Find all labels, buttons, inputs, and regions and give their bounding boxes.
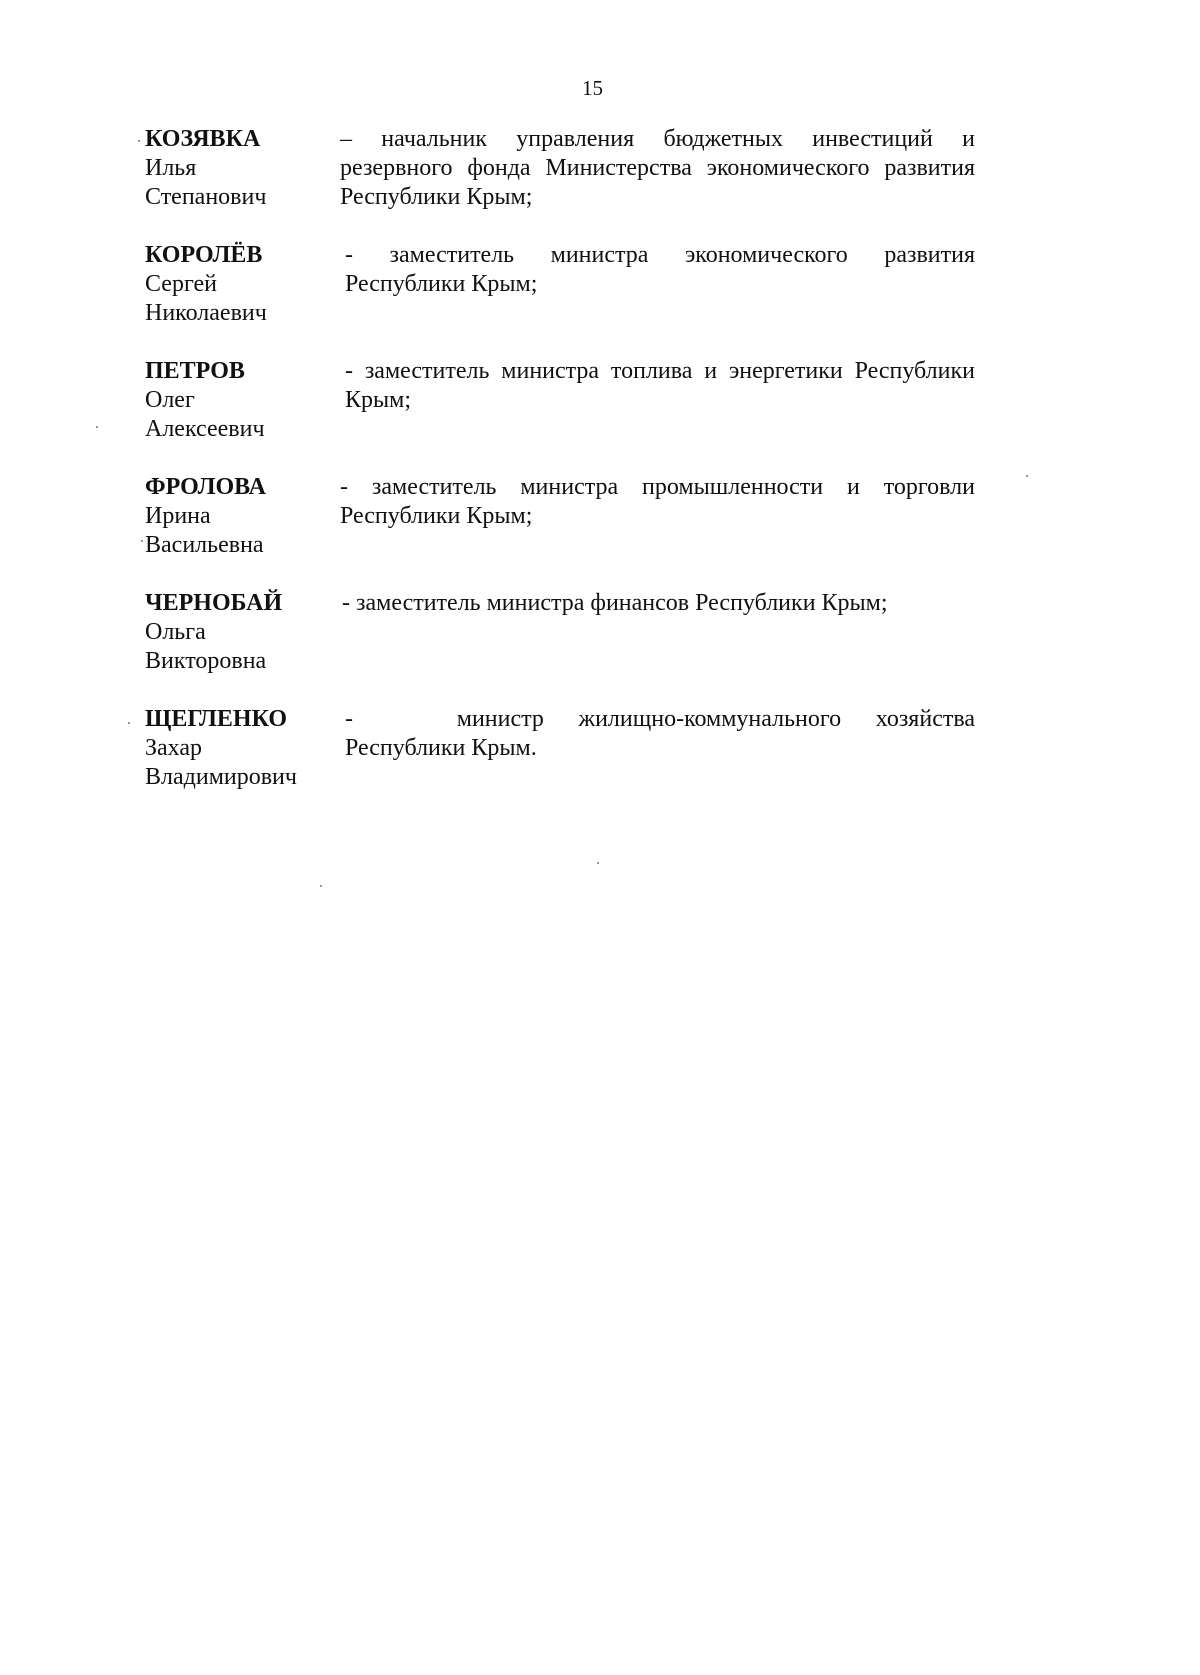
scan-speck [138,140,140,142]
member-surname: КОРОЛЁВ [145,242,263,268]
member-position: - заместитель министра финансов Республики Крым; [342,590,888,616]
member-name [145,589,340,676]
member-first-name: Сергей [145,271,217,297]
scan-speck [141,540,143,542]
scan-speck [128,722,130,724]
committee-member-entry [145,589,975,676]
member-position: – начальник управления бюджетных инвестиций и резервного фонда Министерства экономического развития Республики Крым; [340,126,975,210]
member-patronymic: Васильевна [145,532,264,558]
member-patronymic: Викторовна [145,648,267,674]
member-position: - заместитель министра топлива и энергетики Республики Крым; [345,358,975,413]
member-surname: ПЕТРОВ [145,358,245,384]
scan-speck [96,426,98,428]
committee-member-entry [145,357,975,444]
scan-speck [320,885,322,887]
member-first-name: Илья [145,155,197,181]
member-name [145,241,340,328]
member-patronymic: Николаевич [145,300,267,326]
committee-member-entry [145,473,975,560]
member-patronymic: Владимирович [145,764,297,790]
committee-member-entry [145,241,975,328]
scan-speck [597,862,599,864]
member-position: - заместитель министра экономического развития Республики Крым; [345,242,975,297]
member-first-name: Олег [145,387,195,413]
page-number: 15 [582,76,603,100]
member-name [145,125,340,212]
member-first-name: Ольга [145,619,206,645]
member-name [145,705,340,792]
member-surname: ЧЕРНОБАЙ [145,590,283,616]
member-position: - заместитель министра промышленности и торговли Республики Крым; [340,474,975,529]
committee-member-entry [145,705,981,792]
member-patronymic: Алексеевич [145,416,265,442]
member-surname: ФРОЛОВА [145,474,266,500]
member-name [145,357,340,444]
member-position: - министр жилищно-коммунального хозяйства Республики Крым. [345,706,981,761]
scan-speck [1026,475,1028,477]
member-first-name: Ирина [145,503,211,529]
member-patronymic: Степанович [145,184,267,210]
member-first-name: Захар [145,735,203,761]
member-surname: КОЗЯВКА [145,126,261,152]
committee-member-entry [145,125,975,212]
member-name [145,473,340,560]
member-surname: ЩЕГЛЕНКО [145,706,288,732]
